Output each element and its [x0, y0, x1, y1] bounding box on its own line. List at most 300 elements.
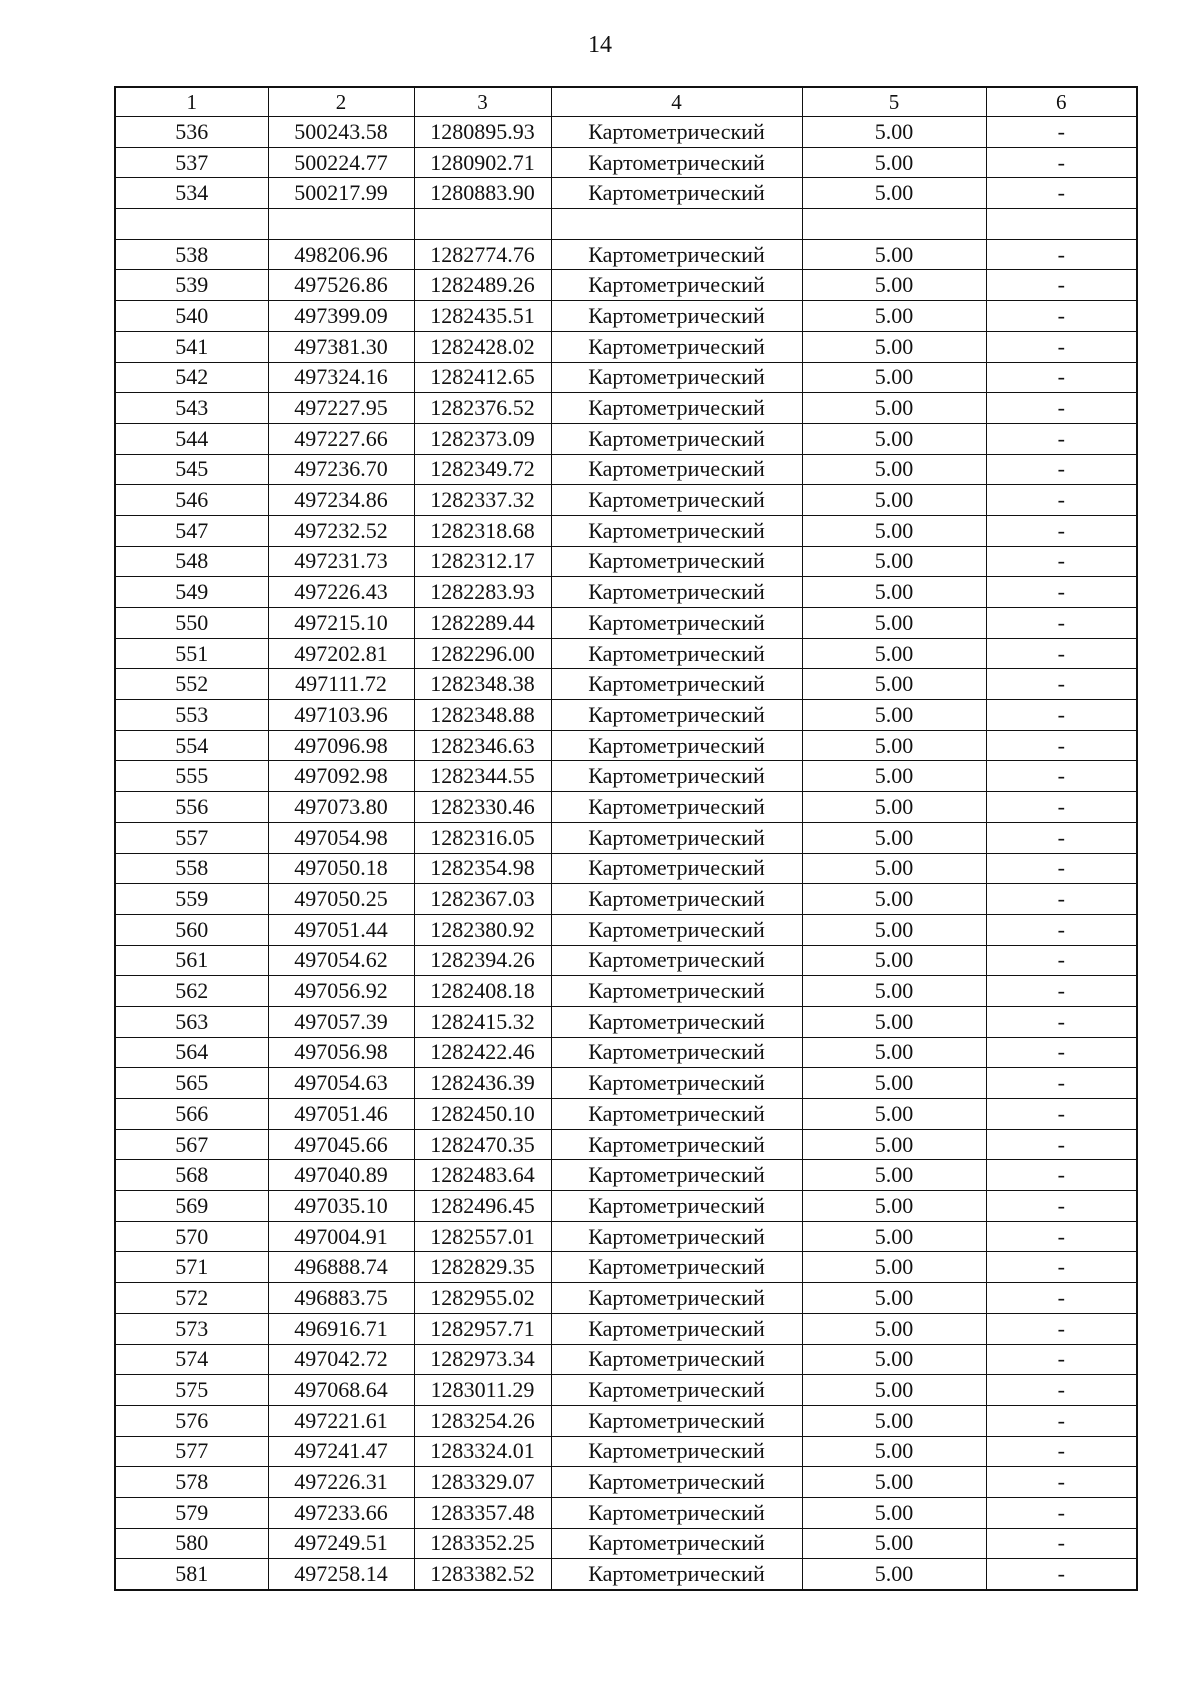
- table-row: [115, 761, 1137, 792]
- note-cell: -: [986, 423, 1137, 454]
- x-coordinate-cell: 497004.91: [268, 1221, 414, 1252]
- note-cell: -: [986, 1252, 1137, 1283]
- x-coordinate-cell: 497381.30: [268, 331, 414, 362]
- y-coordinate-cell: 1282408.18: [414, 976, 551, 1007]
- x-coordinate-cell: 500217.99: [268, 178, 414, 209]
- accuracy-cell: 5.00: [802, 976, 986, 1007]
- table-body: [115, 117, 1137, 1591]
- x-coordinate-cell: 497231.73: [268, 546, 414, 577]
- note-cell: -: [986, 147, 1137, 178]
- note-cell: -: [986, 1436, 1137, 1467]
- x-coordinate-cell: 497054.62: [268, 945, 414, 976]
- accuracy-cell: 5.00: [802, 884, 986, 915]
- note-cell: -: [986, 914, 1137, 945]
- y-coordinate-cell: 1282348.38: [414, 669, 551, 700]
- x-coordinate-cell: 497056.92: [268, 976, 414, 1007]
- point-number-cell: 553: [115, 700, 268, 731]
- column-header-6: 6: [986, 87, 1137, 117]
- point-number-cell: 575: [115, 1375, 268, 1406]
- method-cell: Картометрический: [551, 1191, 802, 1222]
- method-cell: Картометрический: [551, 1252, 802, 1283]
- table-row: [115, 1160, 1137, 1191]
- method-cell: Картометрический: [551, 147, 802, 178]
- table-row: [115, 1221, 1137, 1252]
- note-cell: -: [986, 884, 1137, 915]
- accuracy-cell: 5.00: [802, 1497, 986, 1528]
- note-cell: -: [986, 1528, 1137, 1559]
- x-coordinate-cell: 497057.39: [268, 1006, 414, 1037]
- y-coordinate-cell: 1283254.26: [414, 1405, 551, 1436]
- y-coordinate-cell: 1282376.52: [414, 393, 551, 424]
- method-cell: Картометрический: [551, 1559, 802, 1590]
- y-coordinate-cell: 1282957.71: [414, 1313, 551, 1344]
- accuracy-cell: [802, 209, 986, 240]
- x-coordinate-cell: 497226.43: [268, 577, 414, 608]
- table-row: [115, 730, 1137, 761]
- x-coordinate-cell: 497068.64: [268, 1375, 414, 1406]
- x-coordinate-cell: 497050.18: [268, 853, 414, 884]
- y-coordinate-cell: 1282289.44: [414, 608, 551, 639]
- accuracy-cell: 5.00: [802, 1283, 986, 1314]
- y-coordinate-cell: 1282415.32: [414, 1006, 551, 1037]
- accuracy-cell: 5.00: [802, 546, 986, 577]
- method-cell: Картометрический: [551, 423, 802, 454]
- point-number-cell: 574: [115, 1344, 268, 1375]
- table-row: [115, 362, 1137, 393]
- column-header-5: 5: [802, 87, 986, 117]
- accuracy-cell: 5.00: [802, 331, 986, 362]
- method-cell: Картометрический: [551, 1129, 802, 1160]
- note-cell: -: [986, 1283, 1137, 1314]
- table-row: [115, 1559, 1137, 1590]
- note-cell: -: [986, 700, 1137, 731]
- note-cell: -: [986, 792, 1137, 823]
- note-cell: -: [986, 761, 1137, 792]
- accuracy-cell: 5.00: [802, 1129, 986, 1160]
- accuracy-cell: 5.00: [802, 1221, 986, 1252]
- y-coordinate-cell: 1282973.34: [414, 1344, 551, 1375]
- x-coordinate-cell: 497056.98: [268, 1037, 414, 1068]
- method-cell: Картометрический: [551, 1068, 802, 1099]
- table-row: [115, 608, 1137, 639]
- note-cell: -: [986, 669, 1137, 700]
- note-cell: -: [986, 393, 1137, 424]
- note-cell: -: [986, 1497, 1137, 1528]
- note-cell: -: [986, 239, 1137, 270]
- point-number-cell: 565: [115, 1068, 268, 1099]
- table-row: [115, 1283, 1137, 1314]
- accuracy-cell: 5.00: [802, 362, 986, 393]
- y-coordinate-cell: 1280883.90: [414, 178, 551, 209]
- y-coordinate-cell: 1282367.03: [414, 884, 551, 915]
- y-coordinate-cell: 1282829.35: [414, 1252, 551, 1283]
- y-coordinate-cell: 1282354.98: [414, 853, 551, 884]
- point-number-cell: 560: [115, 914, 268, 945]
- method-cell: Картометрический: [551, 393, 802, 424]
- table-row: [115, 485, 1137, 516]
- accuracy-cell: 5.00: [802, 178, 986, 209]
- table-row: [115, 209, 1137, 240]
- method-cell: Картометрический: [551, 1467, 802, 1498]
- x-coordinate-cell: 497227.95: [268, 393, 414, 424]
- method-cell: Картометрический: [551, 454, 802, 485]
- note-cell: [986, 209, 1137, 240]
- y-coordinate-cell: 1282330.46: [414, 792, 551, 823]
- x-coordinate-cell: 497241.47: [268, 1436, 414, 1467]
- table-row: [115, 147, 1137, 178]
- y-coordinate-cell: [414, 209, 551, 240]
- x-coordinate-cell: 497050.25: [268, 884, 414, 915]
- point-number-cell: 566: [115, 1099, 268, 1130]
- note-cell: -: [986, 1559, 1137, 1590]
- table-row: [115, 669, 1137, 700]
- table-row: [115, 117, 1137, 148]
- accuracy-cell: 5.00: [802, 117, 986, 148]
- method-cell: Картометрический: [551, 1160, 802, 1191]
- point-number-cell: 539: [115, 270, 268, 301]
- table-row: [115, 546, 1137, 577]
- accuracy-cell: 5.00: [802, 454, 986, 485]
- note-cell: -: [986, 1375, 1137, 1406]
- point-number-cell: 569: [115, 1191, 268, 1222]
- method-cell: Картометрический: [551, 669, 802, 700]
- table-row: [115, 1313, 1137, 1344]
- accuracy-cell: 5.00: [802, 638, 986, 669]
- accuracy-cell: 5.00: [802, 1006, 986, 1037]
- accuracy-cell: 5.00: [802, 1068, 986, 1099]
- point-number-cell: 541: [115, 331, 268, 362]
- method-cell: Картометрический: [551, 117, 802, 148]
- x-coordinate-cell: 497236.70: [268, 454, 414, 485]
- table-row: [115, 822, 1137, 853]
- y-coordinate-cell: 1282296.00: [414, 638, 551, 669]
- x-coordinate-cell: 497042.72: [268, 1344, 414, 1375]
- table-row: [115, 178, 1137, 209]
- table-row: [115, 577, 1137, 608]
- y-coordinate-cell: 1282337.32: [414, 485, 551, 516]
- accuracy-cell: 5.00: [802, 1160, 986, 1191]
- method-cell: Картометрический: [551, 700, 802, 731]
- column-header-1: 1: [115, 87, 268, 117]
- point-number-cell: 547: [115, 515, 268, 546]
- table-row: [115, 1375, 1137, 1406]
- note-cell: -: [986, 1037, 1137, 1068]
- y-coordinate-cell: 1282344.55: [414, 761, 551, 792]
- table-row: [115, 976, 1137, 1007]
- column-header-2: 2: [268, 87, 414, 117]
- table-row: [115, 792, 1137, 823]
- y-coordinate-cell: 1282557.01: [414, 1221, 551, 1252]
- method-cell: Картометрический: [551, 945, 802, 976]
- note-cell: -: [986, 117, 1137, 148]
- point-number-cell: 551: [115, 638, 268, 669]
- method-cell: Картометрический: [551, 884, 802, 915]
- x-coordinate-cell: 498206.96: [268, 239, 414, 270]
- point-number-cell: 579: [115, 1497, 268, 1528]
- point-number-cell: 559: [115, 884, 268, 915]
- note-cell: -: [986, 1068, 1137, 1099]
- accuracy-cell: 5.00: [802, 1099, 986, 1130]
- point-number-cell: 545: [115, 454, 268, 485]
- method-cell: Картометрический: [551, 730, 802, 761]
- y-coordinate-cell: 1282483.64: [414, 1160, 551, 1191]
- note-cell: -: [986, 976, 1137, 1007]
- table-row: [115, 884, 1137, 915]
- method-cell: Картометрический: [551, 638, 802, 669]
- table-row: [115, 454, 1137, 485]
- method-cell: Картометрический: [551, 1006, 802, 1037]
- table-row: [115, 1528, 1137, 1559]
- method-cell: Картометрический: [551, 1221, 802, 1252]
- y-coordinate-cell: 1282380.92: [414, 914, 551, 945]
- y-coordinate-cell: 1282470.35: [414, 1129, 551, 1160]
- note-cell: -: [986, 454, 1137, 485]
- point-number-cell: 548: [115, 546, 268, 577]
- accuracy-cell: 5.00: [802, 822, 986, 853]
- accuracy-cell: 5.00: [802, 669, 986, 700]
- y-coordinate-cell: 1282346.63: [414, 730, 551, 761]
- note-cell: -: [986, 822, 1137, 853]
- accuracy-cell: 5.00: [802, 393, 986, 424]
- table-row: [115, 1129, 1137, 1160]
- method-cell: Картометрический: [551, 1497, 802, 1528]
- method-cell: Картометрический: [551, 822, 802, 853]
- table-row: [115, 1037, 1137, 1068]
- x-coordinate-cell: [268, 209, 414, 240]
- method-cell: Картометрический: [551, 1436, 802, 1467]
- point-number-cell: 550: [115, 608, 268, 639]
- y-coordinate-cell: 1282348.88: [414, 700, 551, 731]
- table-row: [115, 1252, 1137, 1283]
- note-cell: -: [986, 608, 1137, 639]
- x-coordinate-cell: 497111.72: [268, 669, 414, 700]
- x-coordinate-cell: 496888.74: [268, 1252, 414, 1283]
- method-cell: Картометрический: [551, 1037, 802, 1068]
- method-cell: Картометрический: [551, 1313, 802, 1344]
- point-number-cell: 534: [115, 178, 268, 209]
- accuracy-cell: 5.00: [802, 700, 986, 731]
- y-coordinate-cell: 1282316.05: [414, 822, 551, 853]
- x-coordinate-cell: 500224.77: [268, 147, 414, 178]
- note-cell: -: [986, 1344, 1137, 1375]
- table-row: [115, 331, 1137, 362]
- note-cell: -: [986, 730, 1137, 761]
- point-number-cell: 557: [115, 822, 268, 853]
- table-row: [115, 700, 1137, 731]
- accuracy-cell: 5.00: [802, 1252, 986, 1283]
- point-number-cell: 581: [115, 1559, 268, 1590]
- y-coordinate-cell: 1282450.10: [414, 1099, 551, 1130]
- y-coordinate-cell: 1282496.45: [414, 1191, 551, 1222]
- y-coordinate-cell: 1282283.93: [414, 577, 551, 608]
- x-coordinate-cell: 497092.98: [268, 761, 414, 792]
- accuracy-cell: 5.00: [802, 1037, 986, 1068]
- point-number-cell: 549: [115, 577, 268, 608]
- method-cell: Картометрический: [551, 1344, 802, 1375]
- point-number-cell: 540: [115, 301, 268, 332]
- table-row: [115, 1068, 1137, 1099]
- table-row: [115, 423, 1137, 454]
- accuracy-cell: 5.00: [802, 853, 986, 884]
- note-cell: -: [986, 1313, 1137, 1344]
- note-cell: -: [986, 485, 1137, 516]
- x-coordinate-cell: 497226.31: [268, 1467, 414, 1498]
- table-row: [115, 1467, 1137, 1498]
- method-cell: Картометрический: [551, 301, 802, 332]
- method-cell: Картометрический: [551, 1375, 802, 1406]
- x-coordinate-cell: 497051.44: [268, 914, 414, 945]
- y-coordinate-cell: 1282312.17: [414, 546, 551, 577]
- x-coordinate-cell: 497249.51: [268, 1528, 414, 1559]
- accuracy-cell: 5.00: [802, 239, 986, 270]
- method-cell: Картометрический: [551, 178, 802, 209]
- x-coordinate-cell: 497526.86: [268, 270, 414, 301]
- point-number-cell: 537: [115, 147, 268, 178]
- x-coordinate-cell: 497051.46: [268, 1099, 414, 1130]
- note-cell: -: [986, 1467, 1137, 1498]
- y-coordinate-cell: 1282489.26: [414, 270, 551, 301]
- accuracy-cell: 5.00: [802, 1559, 986, 1590]
- point-number-cell: 552: [115, 669, 268, 700]
- point-number-cell: 568: [115, 1160, 268, 1191]
- note-cell: -: [986, 270, 1137, 301]
- accuracy-cell: 5.00: [802, 423, 986, 454]
- x-coordinate-cell: 497399.09: [268, 301, 414, 332]
- y-coordinate-cell: 1282436.39: [414, 1068, 551, 1099]
- point-number-cell: 558: [115, 853, 268, 884]
- x-coordinate-cell: 497040.89: [268, 1160, 414, 1191]
- note-cell: -: [986, 1099, 1137, 1130]
- x-coordinate-cell: 497233.66: [268, 1497, 414, 1528]
- note-cell: -: [986, 515, 1137, 546]
- accuracy-cell: 5.00: [802, 1313, 986, 1344]
- x-coordinate-cell: 497035.10: [268, 1191, 414, 1222]
- method-cell: Картометрический: [551, 577, 802, 608]
- table-row: [115, 914, 1137, 945]
- point-number-cell: 577: [115, 1436, 268, 1467]
- point-number-cell: 538: [115, 239, 268, 270]
- note-cell: -: [986, 331, 1137, 362]
- coordinates-table: [114, 86, 1138, 1591]
- point-number-cell: 570: [115, 1221, 268, 1252]
- note-cell: -: [986, 546, 1137, 577]
- y-coordinate-cell: 1282412.65: [414, 362, 551, 393]
- accuracy-cell: 5.00: [802, 1375, 986, 1406]
- method-cell: Картометрический: [551, 914, 802, 945]
- accuracy-cell: 5.00: [802, 270, 986, 301]
- point-number-cell: 580: [115, 1528, 268, 1559]
- accuracy-cell: 5.00: [802, 1436, 986, 1467]
- note-cell: -: [986, 1006, 1137, 1037]
- y-coordinate-cell: 1283357.48: [414, 1497, 551, 1528]
- table-row: [115, 1344, 1137, 1375]
- x-coordinate-cell: 500243.58: [268, 117, 414, 148]
- point-number-cell: 546: [115, 485, 268, 516]
- point-number-cell: 543: [115, 393, 268, 424]
- table-row: [115, 1436, 1137, 1467]
- table-row: [115, 638, 1137, 669]
- accuracy-cell: 5.00: [802, 730, 986, 761]
- accuracy-cell: 5.00: [802, 1405, 986, 1436]
- table-row: [115, 270, 1137, 301]
- point-number-cell: 536: [115, 117, 268, 148]
- accuracy-cell: 5.00: [802, 914, 986, 945]
- point-number-cell: 556: [115, 792, 268, 823]
- method-cell: Картометрический: [551, 976, 802, 1007]
- y-coordinate-cell: 1283382.52: [414, 1559, 551, 1590]
- point-number-cell: 544: [115, 423, 268, 454]
- note-cell: -: [986, 945, 1137, 976]
- y-coordinate-cell: 1282422.46: [414, 1037, 551, 1068]
- accuracy-cell: 5.00: [802, 1344, 986, 1375]
- y-coordinate-cell: 1283352.25: [414, 1528, 551, 1559]
- point-number-cell: 572: [115, 1283, 268, 1314]
- method-cell: Картометрический: [551, 239, 802, 270]
- point-number-cell: 571: [115, 1252, 268, 1283]
- y-coordinate-cell: 1283324.01: [414, 1436, 551, 1467]
- note-cell: -: [986, 1221, 1137, 1252]
- point-number-cell: 578: [115, 1467, 268, 1498]
- x-coordinate-cell: 497103.96: [268, 700, 414, 731]
- method-cell: Картометрический: [551, 1283, 802, 1314]
- y-coordinate-cell: 1280902.71: [414, 147, 551, 178]
- note-cell: -: [986, 1129, 1137, 1160]
- method-cell: Картометрический: [551, 270, 802, 301]
- y-coordinate-cell: 1282435.51: [414, 301, 551, 332]
- accuracy-cell: 5.00: [802, 147, 986, 178]
- point-number-cell: 554: [115, 730, 268, 761]
- method-cell: [551, 209, 802, 240]
- point-number-cell: 562: [115, 976, 268, 1007]
- header-row: [115, 87, 1137, 117]
- table-header: [115, 87, 1137, 117]
- y-coordinate-cell: 1283329.07: [414, 1467, 551, 1498]
- method-cell: Картометрический: [551, 1099, 802, 1130]
- method-cell: Картометрический: [551, 515, 802, 546]
- x-coordinate-cell: 496883.75: [268, 1283, 414, 1314]
- method-cell: Картометрический: [551, 1528, 802, 1559]
- note-cell: -: [986, 853, 1137, 884]
- note-cell: -: [986, 1191, 1137, 1222]
- x-coordinate-cell: 497054.98: [268, 822, 414, 853]
- accuracy-cell: 5.00: [802, 1191, 986, 1222]
- accuracy-cell: 5.00: [802, 577, 986, 608]
- method-cell: Картометрический: [551, 362, 802, 393]
- point-number-cell: 563: [115, 1006, 268, 1037]
- note-cell: -: [986, 1160, 1137, 1191]
- x-coordinate-cell: 497202.81: [268, 638, 414, 669]
- column-header-4: 4: [551, 87, 802, 117]
- table-row: [115, 301, 1137, 332]
- accuracy-cell: 5.00: [802, 608, 986, 639]
- accuracy-cell: 5.00: [802, 761, 986, 792]
- accuracy-cell: 5.00: [802, 515, 986, 546]
- point-number-cell: 573: [115, 1313, 268, 1344]
- accuracy-cell: 5.00: [802, 1528, 986, 1559]
- table-row: [115, 515, 1137, 546]
- table-row: [115, 1405, 1137, 1436]
- method-cell: Картометрический: [551, 853, 802, 884]
- note-cell: -: [986, 577, 1137, 608]
- x-coordinate-cell: 497324.16: [268, 362, 414, 393]
- column-header-3: 3: [414, 87, 551, 117]
- x-coordinate-cell: 497232.52: [268, 515, 414, 546]
- accuracy-cell: 5.00: [802, 792, 986, 823]
- accuracy-cell: 5.00: [802, 301, 986, 332]
- note-cell: -: [986, 301, 1137, 332]
- y-coordinate-cell: 1282955.02: [414, 1283, 551, 1314]
- note-cell: -: [986, 178, 1137, 209]
